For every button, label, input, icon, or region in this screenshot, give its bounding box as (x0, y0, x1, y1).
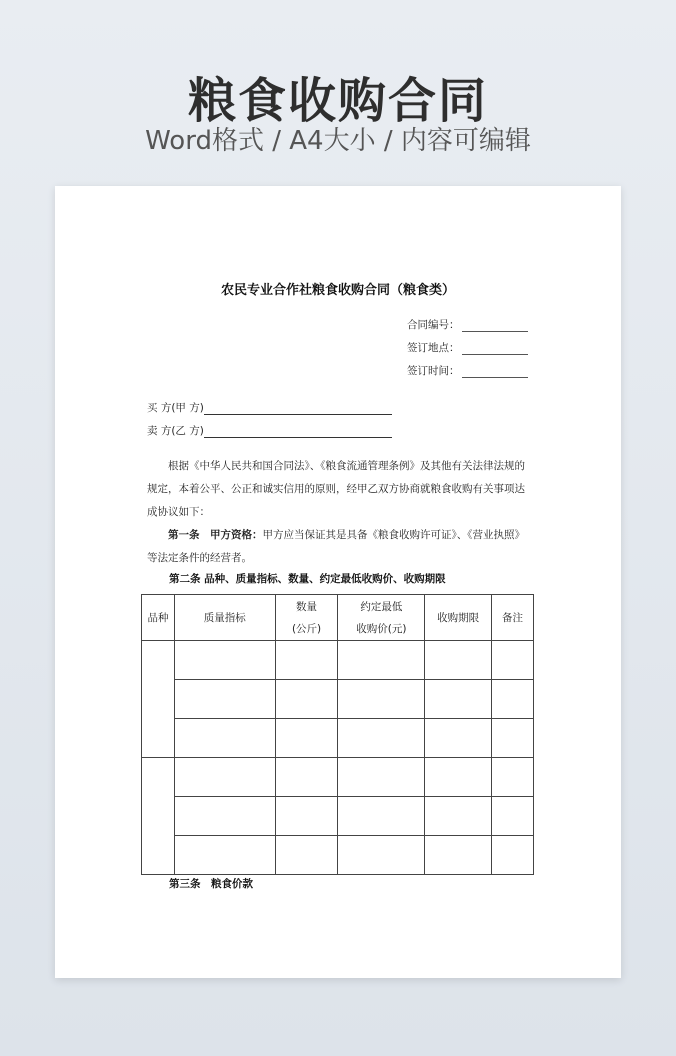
table-cell (174, 719, 275, 758)
table-cell (492, 719, 534, 758)
table-cell (275, 719, 338, 758)
table-cell (338, 680, 425, 719)
seller-field (147, 423, 392, 438)
table-cell (492, 680, 534, 719)
table-cell (338, 797, 425, 836)
table-cell (174, 680, 275, 719)
buyer-field (147, 400, 392, 415)
table-cell (492, 836, 534, 875)
table-cell (425, 797, 492, 836)
table-cell (425, 719, 492, 758)
table-row (142, 797, 534, 836)
contract-number-label: 合同编号： (407, 319, 460, 331)
article-2-heading: 第二条 品种、质量指标、数量、约定最低收购价、收购期限 (169, 573, 446, 585)
table-cell (275, 836, 338, 875)
table-cell (275, 641, 338, 680)
grain-table (141, 594, 534, 875)
table-cell (174, 641, 275, 680)
buyer-label: 买 方(甲 方) (147, 402, 204, 414)
table-cell (142, 641, 175, 758)
header-remarks: 备注 (492, 595, 534, 641)
table-cell (492, 641, 534, 680)
seller-blank (204, 428, 392, 438)
table-cell (174, 836, 275, 875)
table-cell (275, 758, 338, 797)
document-page (55, 186, 621, 978)
sign-place-blank (462, 345, 528, 355)
seller-label: 卖 方(乙 方) (147, 425, 204, 437)
table-header-row (142, 595, 534, 641)
sign-place-label: 签订地点： (407, 342, 460, 354)
article-1-text: 甲方应当保证其是具备《粮食收购许可证》、《营业执照》等法定条件的经营者。 (147, 529, 525, 564)
contract-number-field (407, 317, 528, 332)
header-quality: 质量指标 (174, 595, 275, 641)
buyer-blank (204, 405, 392, 415)
table-cell (492, 758, 534, 797)
table-cell (275, 680, 338, 719)
table-row (142, 758, 534, 797)
header-period: 收购期限 (425, 595, 492, 641)
table-cell (174, 797, 275, 836)
table-cell (425, 641, 492, 680)
intro-paragraph: 根据《中华人民共和国合同法》、《粮食流通管理条例》及其他有关法律法规的规定，本着公平、公正和诚实信用的原则，经甲乙双方协商就粮食收购有关事项达成协议如下： (147, 460, 525, 518)
sign-time-field (407, 363, 528, 378)
article-1-heading: 第一条 甲方资格： (168, 529, 263, 541)
header-variety: 品种 (142, 595, 175, 641)
article-1-paragraph (147, 524, 531, 570)
table-cell (338, 758, 425, 797)
table-cell (174, 758, 275, 797)
sign-place-field (407, 340, 528, 355)
table-row (142, 680, 534, 719)
article-3-heading: 第三条 粮食价款 (169, 878, 253, 890)
table-row (142, 836, 534, 875)
header-quantity: 数量 (公斤) (275, 595, 338, 641)
table-row (142, 719, 534, 758)
table-cell (275, 797, 338, 836)
table-cell (338, 836, 425, 875)
banner-title: 粮食收购合同 (187, 73, 488, 129)
table-cell (338, 641, 425, 680)
table-cell (425, 836, 492, 875)
table-row (142, 641, 534, 680)
sign-time-label: 签订时间： (407, 365, 460, 377)
table-cell (338, 719, 425, 758)
table-cell (492, 797, 534, 836)
banner-subtitle: Word格式 / A4大小 / 内容可编辑 (145, 126, 531, 156)
header-price: 约定最低 收购价(元) (338, 595, 425, 641)
document-title: 农民专业合作社粮食收购合同（粮食类） (220, 283, 455, 298)
table-cell (425, 680, 492, 719)
table-cell (142, 758, 175, 875)
sign-time-blank (462, 368, 528, 378)
contract-number-blank (462, 322, 528, 332)
table-cell (425, 758, 492, 797)
